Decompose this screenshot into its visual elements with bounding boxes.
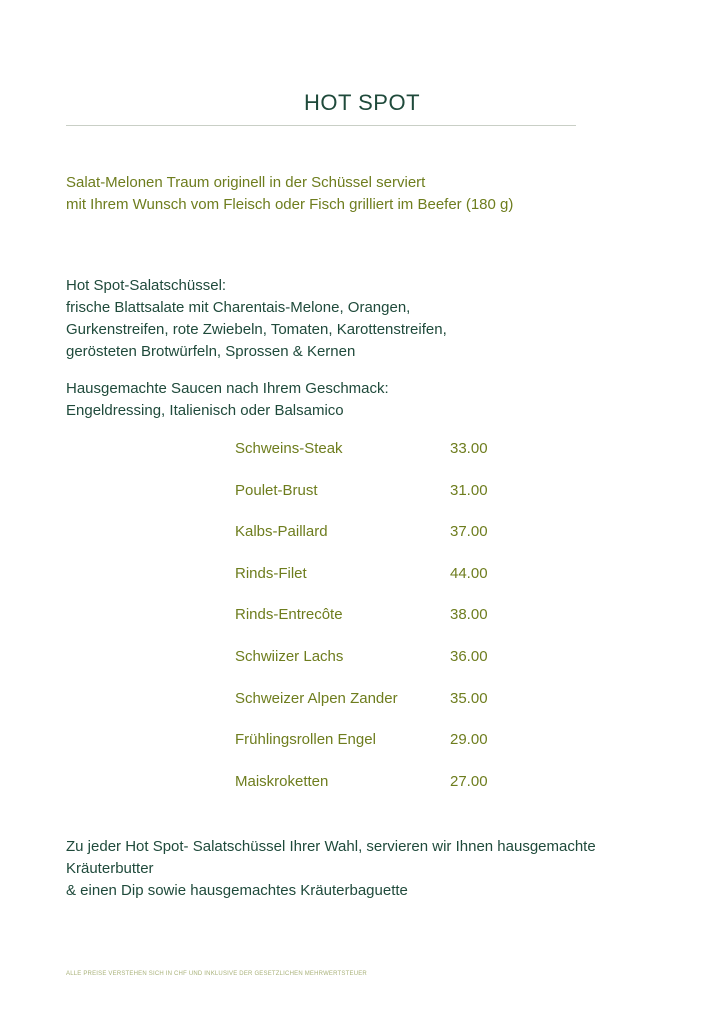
menu-item-name: Rinds-Entrecôte [235, 606, 343, 624]
intro-text [66, 172, 513, 216]
sauce-line: Hausgemachte Saucen nach Ihrem Geschmack: [66, 380, 389, 397]
sauce-line: Engeldressing, Italienisch oder Balsamico [66, 402, 344, 419]
title-divider [66, 125, 576, 126]
salad-description [66, 275, 447, 363]
menu-item-name: Schwiizer Lachs [235, 647, 344, 665]
menu-item-name: Schweizer Alpen Zander [235, 689, 398, 707]
footer-note-line: Kräuterbutter [66, 860, 154, 877]
menu-item-name: Frühlingsrollen Engel [235, 731, 376, 749]
sauce-description [66, 378, 389, 422]
menu-item-price: 38.00 [450, 606, 488, 624]
menu-item-price: 36.00 [450, 647, 488, 665]
intro-line: mit Ihrem Wunsch vom Fleisch oder Fisch grilliert im Beefer (180 g) [66, 196, 514, 213]
page-title: HOT SPOT [303, 90, 421, 115]
menu-list [235, 440, 535, 814]
menu-item-price: 37.00 [450, 523, 488, 541]
menu-item-name: Poulet-Brust [235, 481, 318, 499]
menu-item [235, 731, 535, 773]
menu-item-name: Kalbs-Paillard [235, 523, 328, 541]
menu-item [235, 440, 535, 482]
price-disclaimer: ALLE PREISE VERSTEHEN SICH IN CHF UND INKLUSIVE DER GESETZLICHEN MEHRWERTSTEUER [66, 971, 367, 977]
menu-item [235, 482, 535, 524]
footer-note [66, 836, 596, 902]
menu-item-price: 35.00 [450, 689, 488, 707]
menu-item [235, 648, 535, 690]
menu-item [235, 773, 535, 815]
footer-note-line: Zu jeder Hot Spot- Salatschüssel Ihrer Wahl, servieren wir Ihnen hausgemachte [66, 838, 596, 855]
menu-item-price: 31.00 [450, 481, 488, 499]
footer-note-line: & einen Dip sowie hausgemachtes Kräuterbaguette [66, 882, 408, 899]
menu-item-name: Rinds-Filet [235, 564, 307, 582]
description-line: Gurkenstreifen, rote Zwiebeln, Tomaten, Karottenstreifen, [66, 321, 447, 338]
menu-item-price: 27.00 [450, 772, 488, 790]
description-line: Hot Spot-Salatschüssel: [66, 277, 227, 294]
description-line: frische Blattsalate mit Charentais-Melone, Orangen, [66, 299, 411, 316]
description-line: gerösteten Brotwürfeln, Sprossen & Kernen [66, 343, 356, 360]
menu-item-price: 33.00 [450, 440, 488, 457]
menu-item [235, 523, 535, 565]
menu-item [235, 565, 535, 607]
intro-line: Salat-Melonen Traum originell in der Schüssel serviert [66, 174, 426, 191]
menu-item-price: 44.00 [450, 564, 488, 582]
menu-item-price: 29.00 [450, 731, 488, 749]
menu-item [235, 606, 535, 648]
menu-item [235, 690, 535, 732]
menu-item-name: Maiskroketten [235, 772, 329, 790]
menu-item-name: Schweins-Steak [235, 440, 343, 457]
